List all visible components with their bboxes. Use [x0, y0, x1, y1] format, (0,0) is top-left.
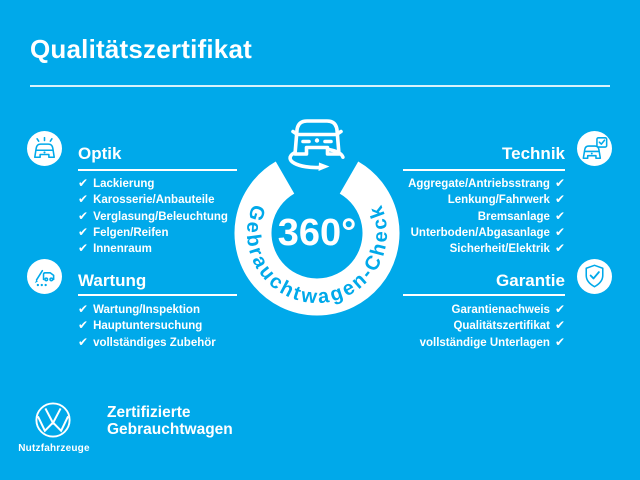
check-item-label: Wartung/Inspektion [93, 304, 200, 316]
check-icon: ✔ [78, 318, 89, 333]
car-360-rotation-icon [290, 121, 343, 171]
degree-value: 360° [277, 212, 357, 254]
check-icon: ✔ [78, 302, 89, 316]
check-item-label: Qualitätszertifikat [453, 320, 550, 333]
check-icon: ✔ [554, 192, 565, 207]
title-divider [30, 85, 610, 87]
check-item [78, 302, 216, 318]
page-title: Qualitätszertifikat [30, 34, 252, 64]
check-icon: ✔ [554, 176, 565, 190]
check-icon: ✔ [554, 241, 565, 256]
check-icon: ✔ [78, 334, 89, 349]
car-shine-icon [27, 131, 62, 166]
check-icon: ✔ [554, 302, 565, 316]
technik-icon-badge [577, 131, 612, 166]
check-item-label: Verglasung/Beleuchtung [93, 210, 228, 223]
check-icon: ✔ [78, 192, 89, 207]
check-icon: ✔ [78, 208, 89, 223]
check-item [78, 192, 228, 208]
optik-checklist [78, 176, 228, 257]
footer-tagline [107, 404, 233, 438]
check-item [78, 318, 216, 334]
footer-tagline-line2: Gebrauchtwagen [107, 421, 233, 438]
section-underline-technik [403, 169, 565, 171]
check-icon: ✔ [554, 318, 565, 333]
check-icon: ✔ [78, 241, 89, 256]
wartung-checklist [78, 302, 216, 351]
check-icon: ✔ [554, 224, 565, 239]
section-underline-garantie [403, 294, 565, 296]
logo-caption: Nutzfahrzeuge [18, 443, 90, 454]
check-item-label: Unterboden/Abgasanlage [410, 226, 550, 239]
check-item-label: Sicherheit/Elektrik [449, 243, 550, 256]
check-item-label: Bremsanlage [477, 210, 550, 223]
vw-logo [33, 400, 73, 440]
footer-tagline-line1: Zertifizierte [107, 404, 191, 421]
check-icon: ✔ [554, 208, 565, 223]
check-icon: ✔ [554, 334, 565, 349]
check-item-label: Lackierung [93, 178, 155, 190]
check-icon: ✔ [78, 224, 89, 239]
center-360-graphic [210, 103, 424, 338]
check-item [78, 225, 228, 241]
section-title-garantie: Garantie [496, 271, 565, 290]
check-item [78, 335, 216, 351]
check-item-label: Hauptuntersuchung [93, 320, 203, 333]
check-item-label: Lenkung/Fahrwerk [447, 194, 550, 207]
check-item [78, 176, 228, 192]
section-title-wartung: Wartung [78, 271, 147, 290]
check-item-label: Aggregate/Antriebsstrang [408, 178, 550, 190]
check-icon: ✔ [78, 176, 89, 190]
check-item-label: Karosserie/Anbauteile [93, 194, 215, 207]
check-item-label: Felgen/Reifen [93, 226, 169, 239]
section-title-technik: Technik [502, 144, 565, 163]
optik-icon-badge [27, 131, 62, 166]
ring-label: Gebrauchtwagen-Check [241, 201, 393, 309]
pen-vehicle-icon [27, 259, 62, 294]
garantie-icon-badge [577, 259, 612, 294]
check-item-label: vollständige Unterlagen [419, 336, 550, 349]
check-item [78, 241, 228, 257]
car-checkbox-icon [577, 131, 612, 166]
check-item [78, 209, 228, 225]
check-item-label: Garantienachweis [451, 304, 550, 316]
section-title-optik: Optik [78, 144, 122, 163]
check-item-label: vollständiges Zubehör [93, 336, 216, 349]
check-item-label: Innenraum [93, 243, 152, 256]
shield-check-icon [577, 259, 612, 294]
wartung-icon-badge [27, 259, 62, 294]
